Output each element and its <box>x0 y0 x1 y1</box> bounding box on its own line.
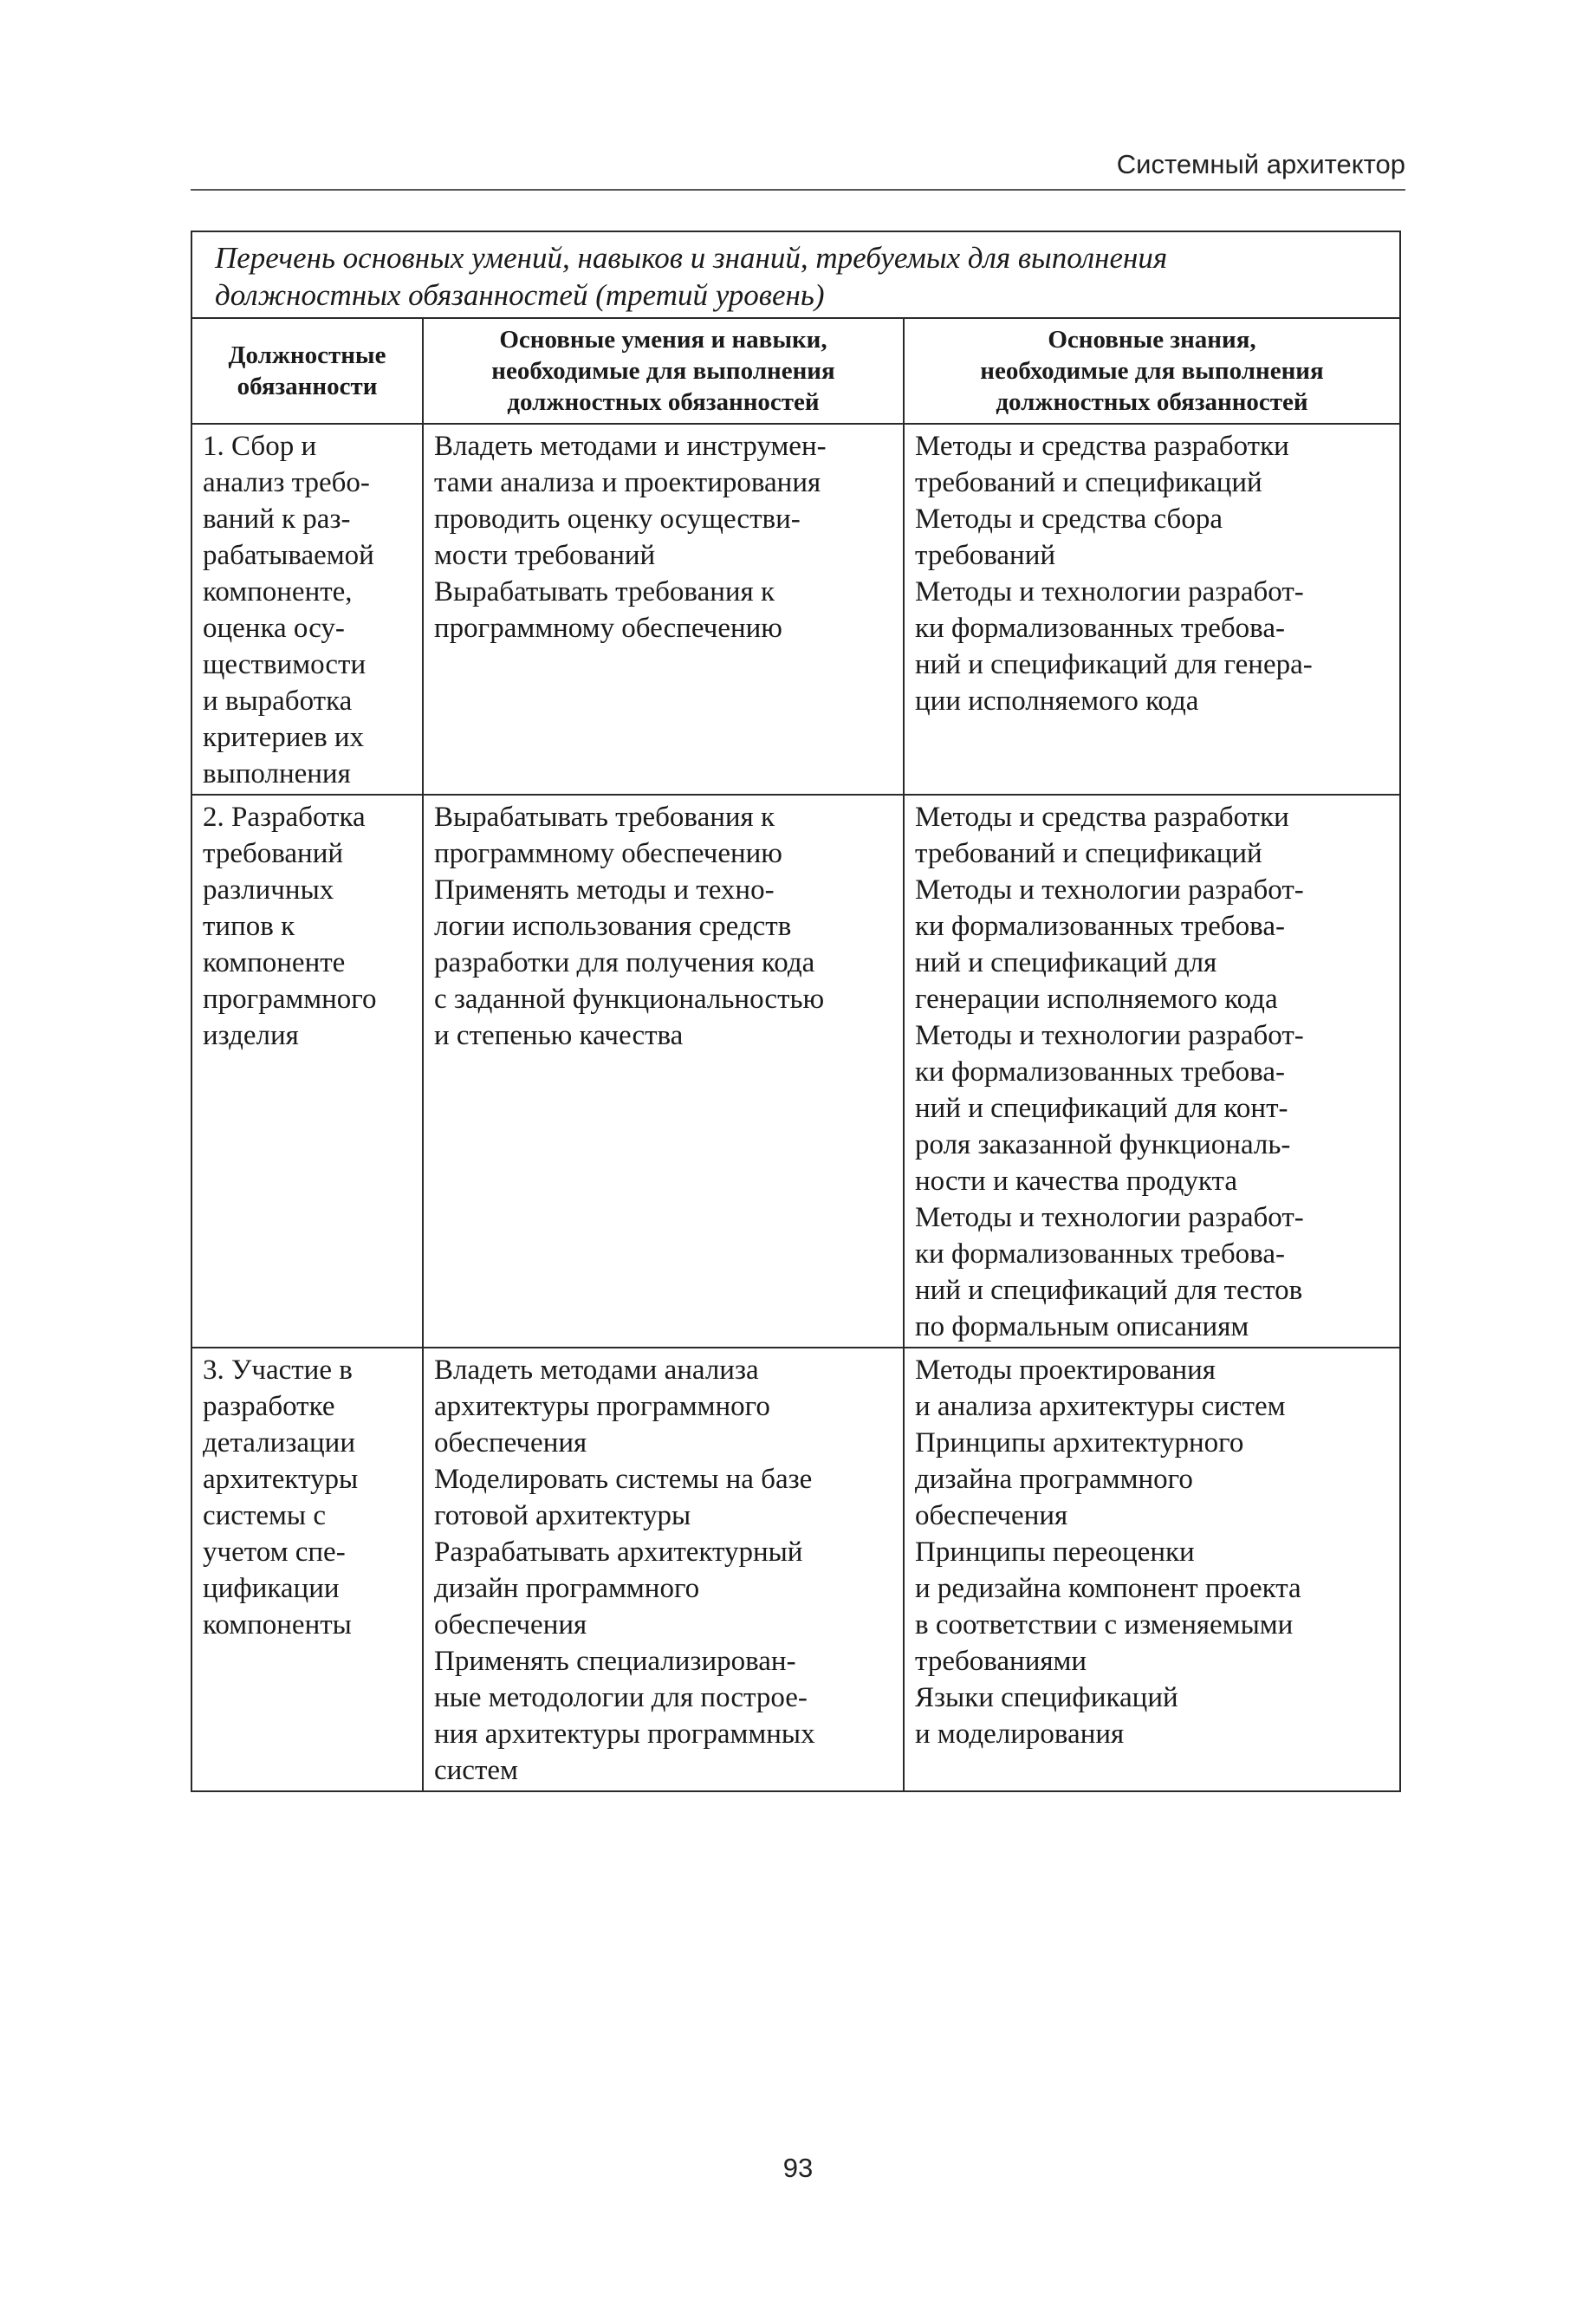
cell-line: ки формализованных требова- <box>915 1238 1285 1270</box>
cell-line: Владеть методами и инструмен- <box>434 431 827 462</box>
cell-line: анализ требо- <box>203 467 370 498</box>
cell-line: тами анализа и проектирования <box>434 467 821 498</box>
cell-line: Разрабатывать архитектурный <box>434 1537 803 1568</box>
skills-cell <box>423 424 904 795</box>
cell-line: требованиями <box>915 1646 1087 1677</box>
column-header-line: Основные знания, <box>1048 326 1256 354</box>
column-header-line: необходимые для выполнения <box>980 357 1324 385</box>
cell-line: Методы проектирования <box>915 1355 1216 1386</box>
cell-line: Методы и технологии разработ- <box>915 874 1304 906</box>
knowledge-cell <box>904 424 1400 795</box>
cell-line: программного <box>203 984 377 1015</box>
cell-line: мости требований <box>434 540 656 571</box>
cell-line: Принципы переоценки <box>915 1537 1195 1568</box>
cell-line: обеспечения <box>434 1609 587 1641</box>
cell-line: 1. Сбор и <box>203 431 317 462</box>
cell-line: критериев их <box>203 722 365 753</box>
cell-line: Методы и технологии разработ- <box>915 1202 1304 1233</box>
cell-line: и степенью качества <box>434 1020 684 1051</box>
cell-line: с заданной функциональностью <box>434 984 825 1015</box>
duty-cell <box>191 795 423 1348</box>
cell-line: Владеть методами анализа <box>434 1355 759 1386</box>
cell-line: Языки спецификаций <box>915 1682 1178 1713</box>
cell-line: ции исполняемого кода <box>915 685 1199 717</box>
cell-line: Методы и технологии разработ- <box>915 576 1304 607</box>
cell-line: требований <box>203 838 344 869</box>
column-header-line: Основные умения и навыки, <box>499 326 827 354</box>
cell-line: Методы и технологии разработ- <box>915 1020 1304 1051</box>
cell-line: ний и спецификаций для тестов <box>915 1275 1303 1306</box>
cell-line: по формальным описаниям <box>915 1311 1249 1342</box>
cell-line: различных <box>203 874 334 906</box>
duty-cell <box>191 424 423 795</box>
cell-line: учетом спе- <box>203 1537 346 1568</box>
knowledge-cell <box>904 795 1400 1348</box>
running-header: Системный архитектор <box>191 146 1405 191</box>
table-caption <box>191 231 1400 318</box>
table-row <box>191 795 1400 1348</box>
cell-line: разработке <box>203 1391 335 1422</box>
cell-line: ности и качества продукта <box>915 1166 1237 1197</box>
table-row <box>191 424 1400 795</box>
column-header-line: необходимые для выполнения <box>491 357 835 385</box>
cell-line: дизайн программного <box>434 1573 700 1604</box>
cell-line: дизайна программного <box>915 1464 1193 1495</box>
cell-line: ществимости <box>203 649 367 680</box>
cell-line: детализации <box>203 1427 355 1459</box>
table-caption-line: должностных обязанностей (третий уровень) <box>215 278 825 312</box>
cell-line: Вырабатывать требования к <box>434 576 775 607</box>
cell-line: компоненте, <box>203 576 353 607</box>
cell-line: цификации <box>203 1573 340 1604</box>
cell-line: генерации исполняемого кода <box>915 984 1278 1015</box>
cell-line: Моделировать системы на базе <box>434 1464 813 1495</box>
cell-line: ные методологии для построе- <box>434 1682 808 1713</box>
cell-line: и редизайна компонент проекта <box>915 1573 1301 1604</box>
cell-line: типов к <box>203 911 295 942</box>
table-caption-row <box>191 231 1400 318</box>
cell-line: готовой архитектуры <box>434 1500 691 1531</box>
skills-cell <box>423 795 904 1348</box>
cell-line: и анализа архитектуры систем <box>915 1391 1286 1422</box>
cell-line: Принципы архитектурного <box>915 1427 1244 1459</box>
column-header-line: Должностные <box>228 341 386 369</box>
cell-line: программному обеспечению <box>434 613 782 644</box>
cell-line: ния архитектуры программных <box>434 1719 815 1750</box>
cell-line: Методы и средства разработки <box>915 431 1289 462</box>
cell-line: разработки для получения кода <box>434 947 815 978</box>
cell-line: рабатываемой <box>203 540 374 571</box>
cell-line: обеспечения <box>915 1500 1068 1531</box>
cell-line: в соответствии с изменяемыми <box>915 1609 1294 1641</box>
cell-line: Методы и средства сбора <box>915 504 1223 535</box>
cell-line: архитектуры <box>203 1464 359 1495</box>
cell-line: проводить оценку осуществи- <box>434 504 801 535</box>
cell-line: и моделирования <box>915 1719 1125 1750</box>
cell-line: ки формализованных требова- <box>915 613 1285 644</box>
cell-line: обеспечения <box>434 1427 587 1459</box>
cell-line: оценка осу- <box>203 613 345 644</box>
skills-table <box>191 231 1401 1792</box>
knowledge-cell <box>904 1348 1400 1791</box>
column-header-line: должностных обязанностей <box>996 388 1308 416</box>
cell-line: 3. Участие в <box>203 1355 353 1386</box>
cell-line: изделия <box>203 1020 299 1051</box>
cell-line: и выработка <box>203 685 353 717</box>
column-header-line: должностных обязанностей <box>507 388 820 416</box>
cell-line: ний и спецификаций для конт- <box>915 1093 1288 1124</box>
cell-line: роля заказанной функциональ- <box>915 1129 1291 1160</box>
duty-cell <box>191 1348 423 1791</box>
column-header-knowledge <box>904 318 1400 424</box>
table-row <box>191 1348 1400 1791</box>
cell-line: требований и спецификаций <box>915 838 1262 869</box>
cell-line: архитектуры программного <box>434 1391 770 1422</box>
column-header-duties <box>191 318 423 424</box>
cell-line: выполнения <box>203 758 351 789</box>
cell-line: компоненте <box>203 947 346 978</box>
table-caption-line: Перечень основных умений, навыков и знаний, требуемых для выполнения <box>215 241 1168 275</box>
cell-line: системы с <box>203 1500 326 1531</box>
table-header-row <box>191 318 1400 424</box>
skills-cell <box>423 1348 904 1791</box>
column-header-line: обязанности <box>237 373 378 400</box>
cell-line: ки формализованных требова- <box>915 911 1285 942</box>
cell-line: программному обеспечению <box>434 838 782 869</box>
cell-line: ки формализованных требова- <box>915 1056 1285 1088</box>
cell-line: 2. Разработка <box>203 802 366 833</box>
cell-line: требований и спецификаций <box>915 467 1262 498</box>
cell-line: систем <box>434 1755 518 1786</box>
cell-line: ний и спецификаций для генера- <box>915 649 1313 680</box>
page-number: 93 <box>782 2153 814 2183</box>
cell-line: Вырабатывать требования к <box>434 802 775 833</box>
cell-line: логии использования средств <box>434 911 792 942</box>
cell-line: Методы и средства разработки <box>915 802 1289 833</box>
cell-line: требований <box>915 540 1056 571</box>
cell-line: Применять специализирован- <box>434 1646 796 1677</box>
column-header-skills <box>423 318 904 424</box>
cell-line: компоненты <box>203 1609 352 1641</box>
table-body <box>191 424 1400 1791</box>
cell-line: Применять методы и техно- <box>434 874 775 906</box>
cell-line: ний и спецификаций для <box>915 947 1217 978</box>
cell-line: ваний к раз- <box>203 504 351 535</box>
